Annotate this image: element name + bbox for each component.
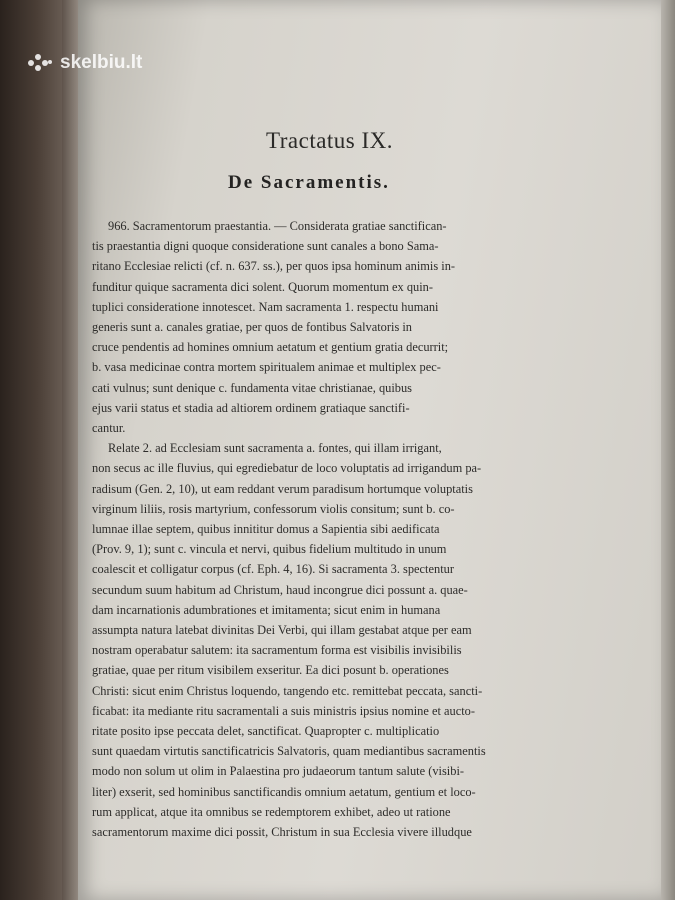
- text-line: ficabat: ita mediante ritu sacramentali a suis ministris ipsius nomine et aucto-: [92, 703, 475, 718]
- text-line: Christi: sicut enim Christus loquendo, tangendo etc. remittebat peccata, sancti-: [92, 683, 483, 698]
- section-title: De Sacramentis.: [228, 172, 390, 193]
- text-line: (Prov. 9, 1); sunt c. vincula et nervi, quibus fidelium multitudo in unum: [92, 542, 447, 557]
- text-line: coalescit et colligatur corpus (cf. Eph. 4, 16). Si sacramenta 3. spectentur: [92, 562, 454, 577]
- text-line: ritate posito ipse peccata delet, sanctificat. Quapropter c. multiplicatio: [92, 724, 440, 739]
- text-line: dam incarnationis adumbrationes et imitamenta; sicut enim in humana: [92, 602, 441, 617]
- text-line: b. vasa medicinae contra mortem spiritualem animae et multiplex pec-: [92, 360, 441, 375]
- text-line: non secus ac ille fluvius, qui egrediebatur de loco voluptatis ad irrigandum pa-: [92, 461, 482, 476]
- text-line: virginum liliis, rosis martyrium, confessorum violis consitum; sunt b. co-: [92, 501, 455, 516]
- text-line: funditur quique sacramenta dici solent. Quorum momentum ex quin-: [92, 279, 434, 294]
- text-line: modo non solum ut olim in Palaestina pro judaeorum tantum salute (visibi-: [92, 764, 465, 779]
- text-line: liter) exserit, sed hominibus sanctificandis omnium aetatum, gentium et loco-: [92, 784, 476, 799]
- text-line: cruce pendentis ad homines omnium aetatum et gentium gratia decurrit;: [92, 340, 449, 355]
- text-line: tis praestantia digni quoque consideratione sunt canales a bono Sama-: [92, 239, 439, 254]
- text-line: sacramentorum maxime dici possit, Christum in sua Ecclesia vivere illudque: [92, 825, 472, 840]
- text-line: 966. Sacramentorum praestantia. — Considerata gratiae sanctifican-: [108, 219, 447, 233]
- text-line: gratiae, quae per ritum visibilem exseritur. Ea dici posunt b. operationes: [92, 663, 449, 678]
- tractatus-heading: Tractatus IX.: [266, 128, 394, 153]
- text-line: cati vulnus; sunt denique c. fundamenta vitae christianae, quibus: [92, 380, 413, 395]
- text-line: assumpta natura latebat divinitas Dei Verbi, qui illam gestabat atque per eam: [92, 623, 472, 638]
- text-line: nostram operabatur salutem: ita sacramentum forma est visibilis invisibilis: [92, 643, 462, 658]
- watermark: [28, 52, 142, 74]
- text-line: radisum (Gen. 2, 10), ut eam reddant verum paradisum hortumque voluptatis: [92, 481, 473, 496]
- text-line: tuplici consideratione innotescet. Nam sacramenta 1. respectu humani: [92, 299, 439, 314]
- text-line: cantur.: [92, 421, 126, 436]
- dots-logo-icon: [28, 54, 54, 72]
- right-page-edge: [661, 0, 675, 900]
- text-line: ejus varii status et stadia ad altiorem ordinem gratiaque sanctifi-: [92, 400, 410, 415]
- body-text: [92, 216, 597, 842]
- text-line: generis sunt a. canales gratiae, per quos de fontibus Salvatoris in: [92, 320, 413, 335]
- watermark-text: skelbiu.lt: [60, 52, 143, 73]
- text-line: rum applicat, atque ita omnibus se redemptorem exhibet, adeo ut ratione: [92, 804, 451, 819]
- text-line: Relate 2. ad Ecclesiam sunt sacramenta a. fontes, qui illam irrigant,: [108, 441, 442, 456]
- text-line: lumnae illae septem, quibus innititur domus a Sapientia sibi aedificata: [92, 522, 440, 537]
- text-line: secundum suum habitum ad Christum, haud incongrue dici possunt a. quae-: [92, 582, 468, 597]
- text-line: sunt quaedam virtutis sanctificatricis Salvatoris, quam mediantibus sacramentis: [92, 744, 486, 759]
- text-line: ritano Ecclesiae relicti (cf. n. 637. ss.), per quos ipsa hominum animis in-: [92, 259, 456, 274]
